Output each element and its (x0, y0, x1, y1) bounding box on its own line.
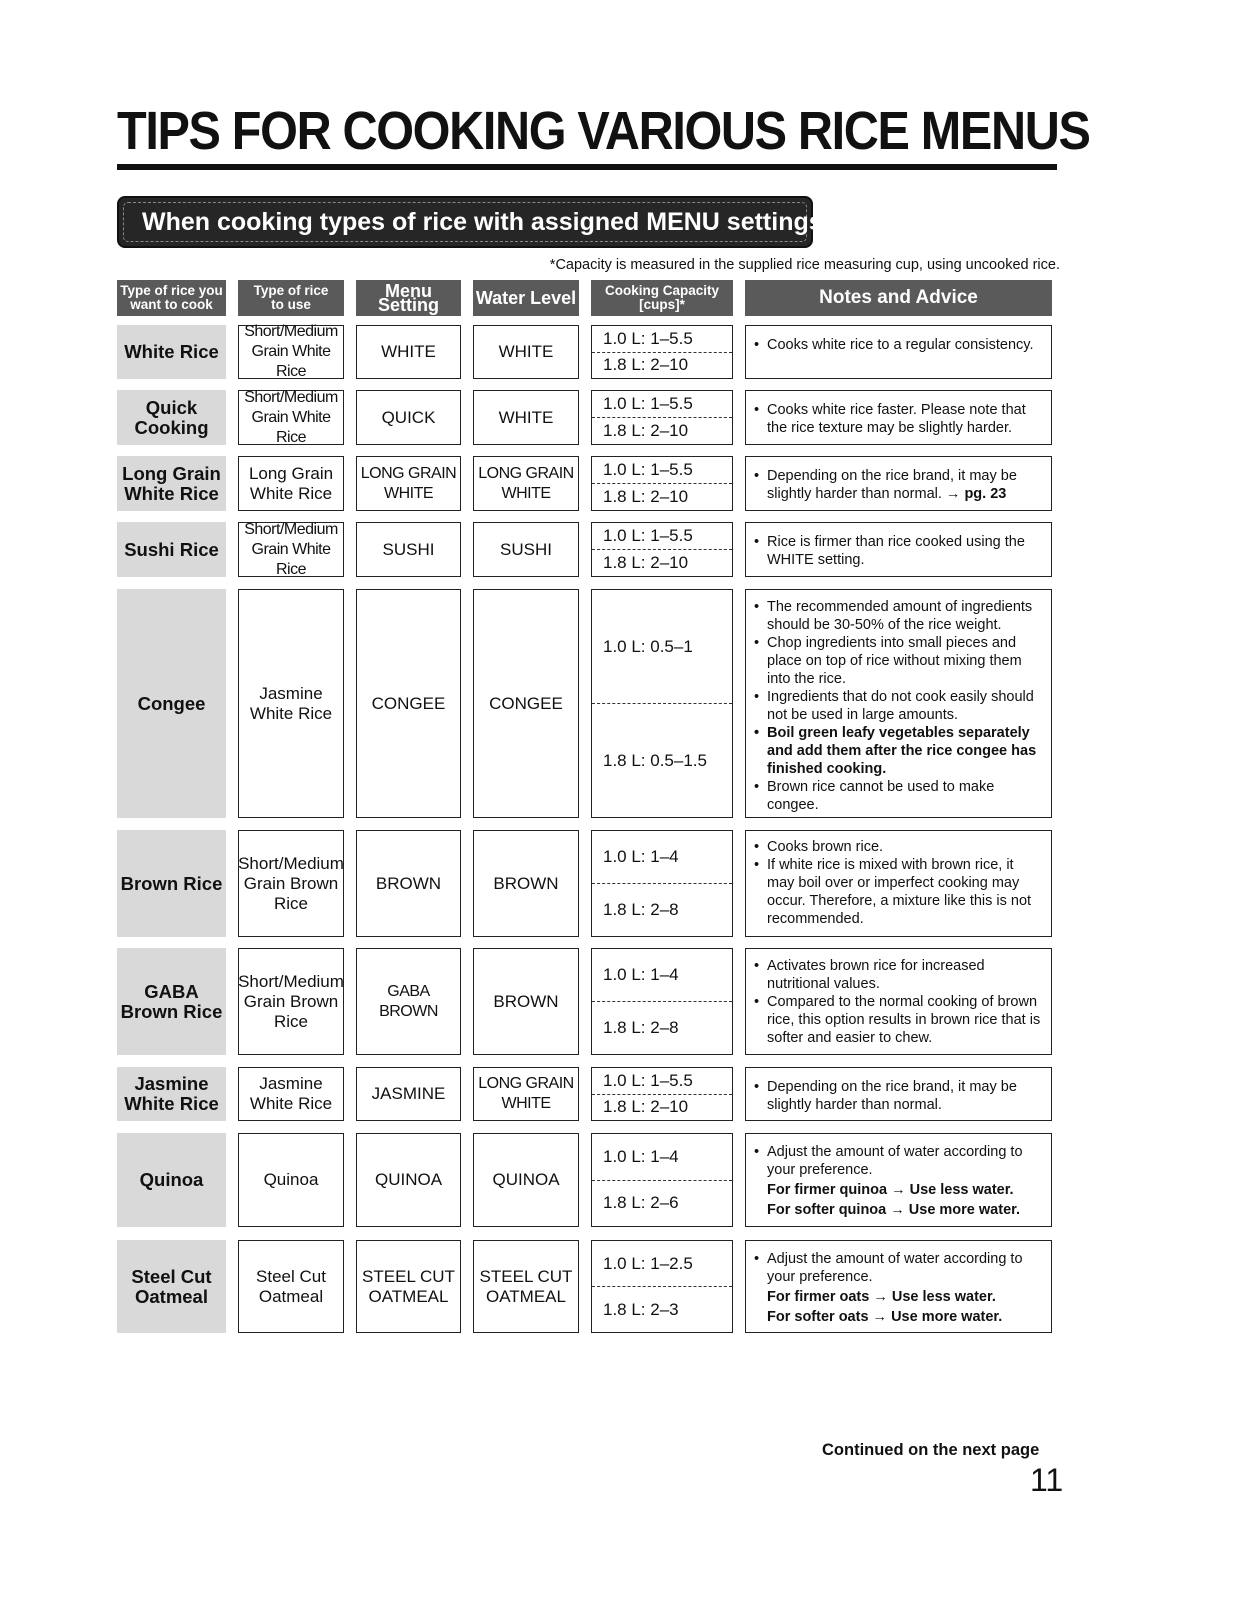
menu-setting: QUINOA (356, 1133, 461, 1227)
table-row (0, 456, 1236, 511)
menu-setting: BROWN (356, 830, 461, 937)
capacity-1-0l: 1.0 L: 1–2.5 (592, 1241, 732, 1287)
note-item: • Brown rice cannot be used to make congee. (754, 778, 1043, 814)
section-banner (117, 196, 831, 248)
note-item: • Activates brown rice for increased nutritional values. (754, 957, 1043, 993)
menu-setting: CONGEE (356, 589, 461, 818)
capacity-1-0l: 1.0 L: 1–5.5 (592, 391, 732, 418)
rice-type: Steel Cut Oatmeal (117, 1240, 226, 1333)
capacity-1-8l: 1.8 L: 2–10 (603, 355, 689, 375)
note-item: • Chop ingredients into small pieces and place on top of rice without mixing them into the rice. (754, 634, 1043, 688)
notes-cell (745, 522, 1052, 577)
capacity-1-0l: 1.0 L: 1–4 (592, 1134, 732, 1181)
capacity-1-8l: 1.8 L: 2–10 (603, 421, 689, 440)
rice-type: Jasmine White Rice (117, 1067, 226, 1121)
cooking-capacity (591, 830, 733, 937)
cooking-capacity (591, 390, 733, 445)
water-level: LONG GRAIN WHITE (473, 1067, 579, 1121)
note-item: • Depending on the rice brand, it may be slightly harder than normal. (754, 1078, 1043, 1114)
menu-setting: STEEL CUT OATMEAL (356, 1240, 461, 1333)
capacity-1-0l: 1.0 L: 1–5.5 (592, 523, 732, 550)
water-level: WHITE (473, 325, 579, 379)
cooking-capacity (591, 1067, 733, 1121)
rice-type: GABA Brown Rice (117, 948, 226, 1055)
menu-setting: WHITE (356, 325, 461, 379)
table-row (0, 1133, 1236, 1227)
rice-to-use: Short/Medium Grain Brown Rice (238, 948, 344, 1055)
capacity-1-0l: 1.0 L: 1–4 (592, 831, 732, 884)
note-item: • If white rice is mixed with brown rice, it may boil over or imperfect cooking may occur. Therefore, a mixture like this is not recommended. (754, 856, 1043, 928)
rice-type: White Rice (117, 325, 226, 379)
capacity-1-0l: 1.0 L: 1–5.5 (592, 1068, 732, 1095)
capacity-1-8l: 1.8 L: 2–10 (603, 1097, 689, 1117)
water-level: STEEL CUT OATMEAL (473, 1240, 579, 1333)
capacity-1-8l: 1.8 L: 2–10 (603, 487, 689, 506)
note-item-warning: • Boil green leafy vegetables separately and add them after the rice congee has finished cooking. (754, 724, 1043, 778)
page-number: 11 (1030, 1462, 1064, 1498)
note-softer-tip: For softer oats → Use more water. (767, 1309, 1003, 1325)
note-item: • Cooks white rice faster. Please note that the rice texture may be slightly harder. (754, 401, 1043, 437)
water-level: LONG GRAIN WHITE (473, 456, 579, 511)
water-level: BROWN (473, 830, 579, 937)
notes-cell (745, 589, 1052, 818)
note-item: • Rice is firmer than rice cooked using the WHITE setting. (754, 533, 1043, 569)
rice-to-use: Jasmine White Rice (238, 589, 344, 818)
menu-setting: LONG GRAIN WHITE (356, 456, 461, 511)
water-level: BROWN (473, 948, 579, 1055)
table-row (0, 522, 1236, 577)
water-level: WHITE (473, 390, 579, 445)
notes-cell (745, 390, 1052, 445)
note-softer-tip: For softer quinoa → Use more water. (767, 1202, 1020, 1218)
rice-to-use: Quinoa (238, 1133, 344, 1227)
menu-setting: GABA BROWN (356, 948, 461, 1055)
page-title: TIPS FOR COOKING VARIOUS RICE MENUS (117, 101, 1090, 161)
notes-cell (745, 1067, 1052, 1121)
cooking-capacity (591, 325, 733, 379)
rice-to-use: Steel Cut Oatmeal (238, 1240, 344, 1333)
water-level: CONGEE (473, 589, 579, 818)
rice-to-use: Short/Medium Grain White Rice (238, 325, 344, 379)
header-type-use: Type of rice to use (238, 280, 344, 316)
note-firmer-tip: For firmer quinoa → Use less water. (767, 1182, 1014, 1198)
header-menu-setting: Menu Setting (356, 280, 461, 316)
capacity-1-0l: 1.0 L: 1–5.5 (592, 457, 732, 484)
capacity-1-0l: 1.0 L: 0.5–1 (592, 590, 732, 704)
title-underline (117, 164, 1057, 170)
capacity-1-8l: 1.8 L: 2–8 (603, 900, 679, 919)
table-row (0, 1240, 1236, 1333)
note-item: • Adjust the amount of water according to your preference. (754, 1250, 1043, 1286)
capacity-1-8l: 1.8 L: 2–3 (603, 1299, 679, 1319)
table-row (0, 325, 1236, 379)
rice-type: Sushi Rice (117, 522, 226, 577)
note-item: • Ingredients that do not cook easily should not be used in large amounts. (754, 688, 1043, 724)
rice-to-use: Jasmine White Rice (238, 1067, 344, 1121)
note-item: • Depending on the rice brand, it may be slightly harder than normal. → pg. 23 (754, 467, 1043, 503)
rice-type: Quick Cooking (117, 390, 226, 445)
water-level: QUINOA (473, 1133, 579, 1227)
table-row (0, 1067, 1236, 1121)
menu-setting: SUSHI (356, 522, 461, 577)
cooking-capacity (591, 1240, 733, 1333)
cooking-capacity (591, 456, 733, 511)
header-water-level: Water Level (473, 280, 579, 316)
page-reference-link[interactable]: → pg. 23 (945, 486, 1007, 502)
rice-to-use: Short/Medium Grain White Rice (238, 522, 344, 577)
rice-type: Brown Rice (117, 830, 226, 937)
rice-to-use: Short/Medium Grain Brown Rice (238, 830, 344, 937)
cooking-capacity (591, 522, 733, 577)
capacity-1-8l: 1.8 L: 2–8 (603, 1018, 679, 1037)
notes-cell (745, 948, 1052, 1055)
rice-type: Quinoa (117, 1133, 226, 1227)
continued-notice: Continued on the next page (822, 1441, 1040, 1459)
note-firmer-tip: For firmer oats → Use less water. (767, 1289, 996, 1305)
cooking-capacity (591, 1133, 733, 1227)
capacity-1-8l: 1.8 L: 2–6 (603, 1193, 679, 1213)
note-item: • Cooks brown rice. (754, 838, 1043, 856)
notes-cell (745, 830, 1052, 937)
capacity-1-8l: 1.8 L: 0.5–1.5 (603, 750, 707, 770)
notes-cell (745, 325, 1052, 379)
section-banner-text: When cooking types of rice with assigned MENU settings: (142, 207, 831, 236)
water-level: SUSHI (473, 522, 579, 577)
menu-setting: QUICK (356, 390, 461, 445)
table-row (0, 589, 1236, 818)
table-row (0, 390, 1236, 445)
note-item: • Cooks white rice to a regular consistency. (754, 336, 1043, 354)
capacity-1-8l: 1.8 L: 2–10 (603, 553, 689, 572)
header-type-cook: Type of rice you want to cook (117, 280, 226, 316)
capacity-1-0l: 1.0 L: 1–4 (592, 949, 732, 1002)
table-row (0, 948, 1236, 1055)
notes-cell (745, 456, 1052, 511)
capacity-1-0l: 1.0 L: 1–5.5 (592, 326, 732, 353)
rice-type: Congee (117, 589, 226, 818)
rice-to-use: Short/Medium Grain White Rice (238, 390, 344, 445)
header-notes-advice: Notes and Advice (745, 280, 1052, 316)
note-item: • The recommended amount of ingredients should be 30-50% of the rice weight. (754, 598, 1043, 634)
menu-setting: JASMINE (356, 1067, 461, 1121)
rice-to-use: Long Grain White Rice (238, 456, 344, 511)
rice-type: Long Grain White Rice (117, 456, 226, 511)
notes-cell (745, 1133, 1052, 1227)
table-row (0, 830, 1236, 937)
capacity-footnote: *Capacity is measured in the supplied rice measuring cup, using uncooked rice. (549, 257, 1060, 273)
cooking-capacity (591, 948, 733, 1055)
cooking-capacity (591, 589, 733, 818)
note-item: • Compared to the normal cooking of brown rice, this option results in brown rice that is softer and easier to chew. (754, 993, 1043, 1047)
notes-cell (745, 1240, 1052, 1333)
header-cooking-capacity: Cooking Capacity [cups]* (591, 280, 733, 316)
note-item: • Adjust the amount of water according to your preference. (754, 1143, 1043, 1179)
